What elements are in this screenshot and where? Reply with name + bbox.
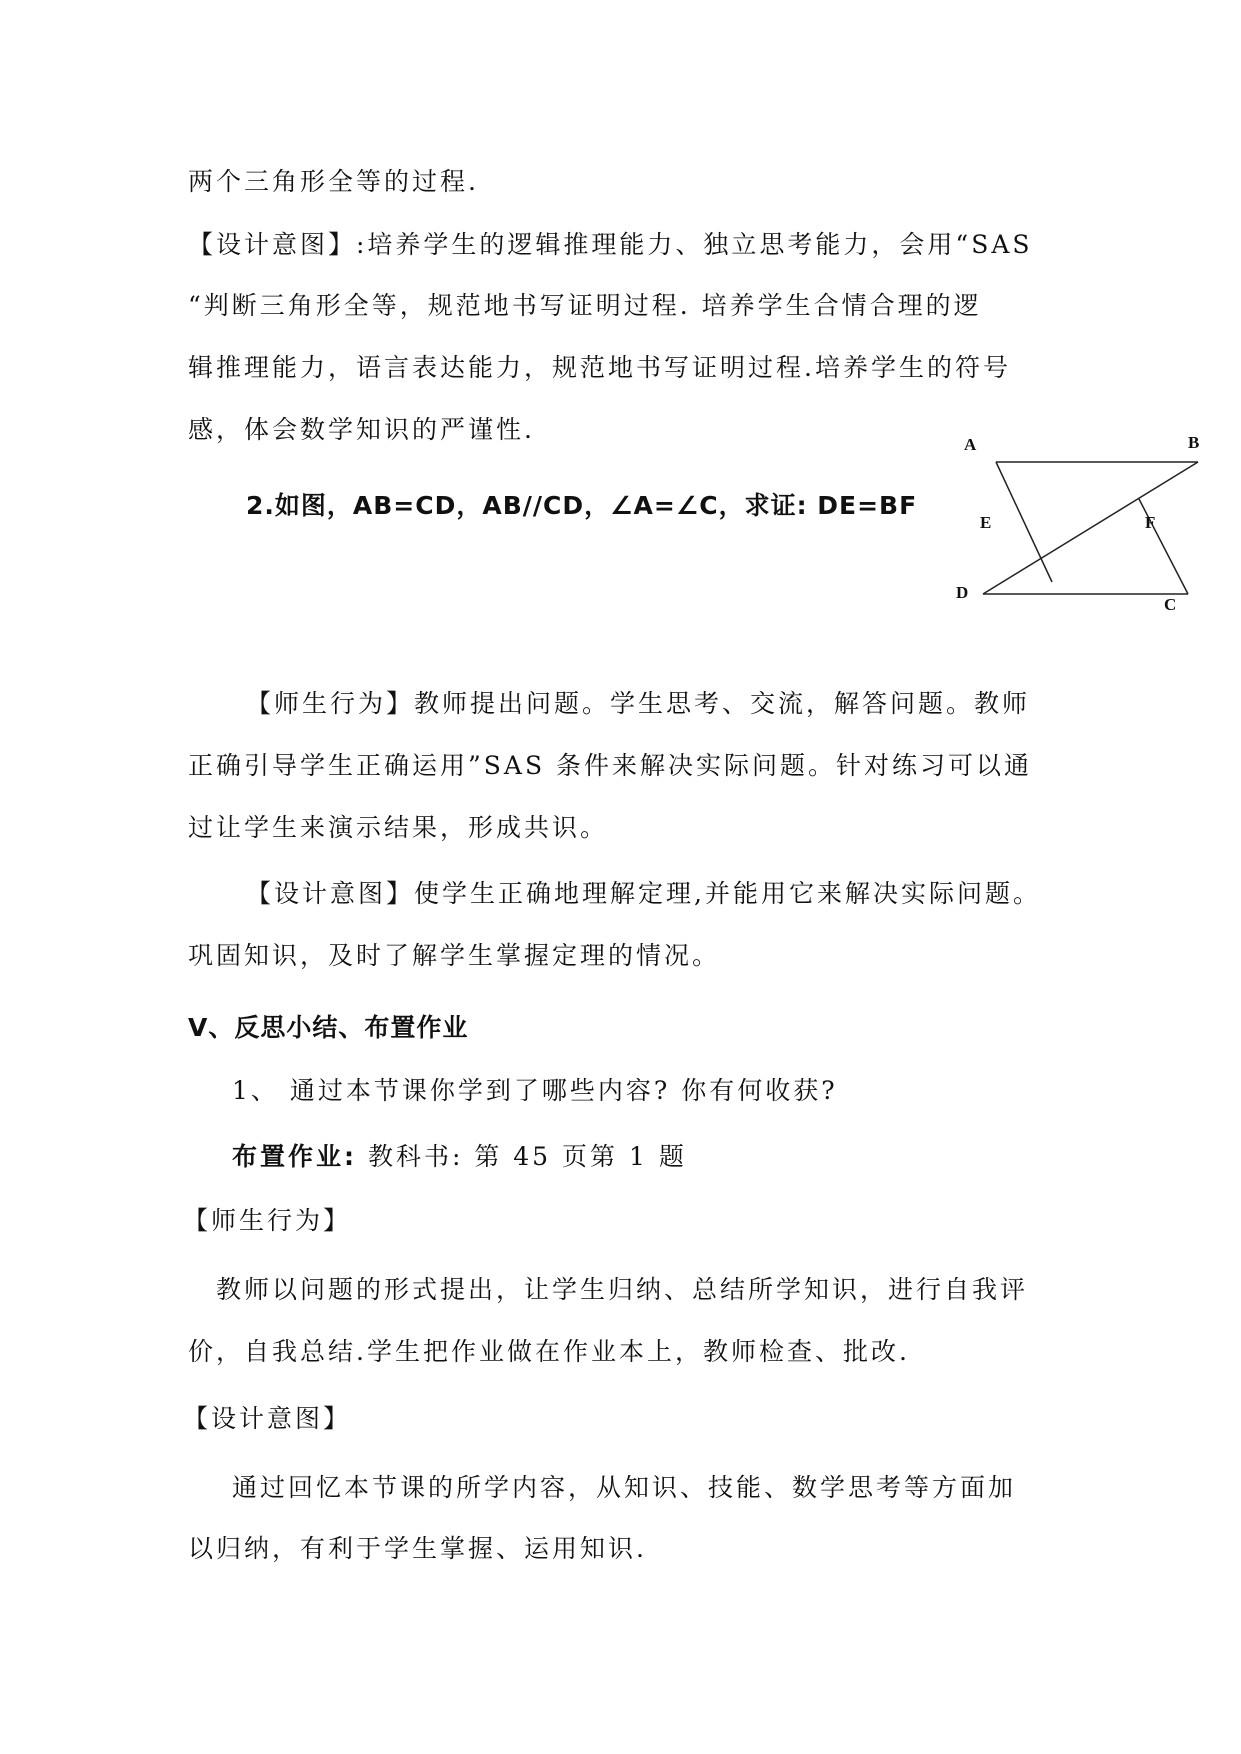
label-e: E [980,513,992,532]
label-d: D [956,583,969,602]
text-line: 辑推理能力，语言表达能力，规范地书写证明过程.培养学生的符号 [188,353,1011,382]
text-line: 以归纳，有利于学生掌握、运用知识. [188,1534,647,1563]
homework-line [232,1141,687,1173]
design-intent-line: 【设计意图】:培养学生的逻辑推理能力、独立思考能力，会用“SAS [188,230,1033,259]
text-line: 过让学生来演示结果，形成共识。 [188,813,609,842]
text-line: “判断三角形全等，规范地书写证明过程. 培养学生合情合理的逻 [188,291,982,320]
question-1: 1、 通过本节课你学到了哪些内容? 你有何收获? [232,1076,838,1105]
teacher-student-heading: 【师生行为】 [183,1206,352,1235]
label-a: A [964,435,977,454]
segment-db [983,462,1198,594]
section-heading-v: V、反思小结、布置作业 [188,1013,469,1042]
text-line: 两个三角形全等的过程. [188,167,479,196]
problem-2: 2.如图，AB=CD，AB//CD，∠A=∠C，求证: DE=BF [246,491,918,520]
text-line: 感，体会数学知识的严谨性. [188,415,535,444]
text-line: 教师以问题的形式提出，让学生归纳、总结所学知识，进行自我评 [216,1275,1029,1304]
text-line: 正确引导学生正确运用”SAS 条件来解决实际问题。针对练习可以通 [188,751,1033,780]
teacher-student-line: 【师生行为】教师提出问题。学生思考、交流，解答问题。教师 [246,689,1031,718]
label-f: F [1145,513,1156,532]
homework-label: 布置作业: [232,1142,357,1171]
figure-lines [983,462,1198,594]
text-line: 价，自我总结.学生把作业做在作业本上，教师检查、批改. [188,1337,910,1366]
homework-text: 教科书: 第 45 页第 1 题 [357,1142,687,1171]
segment-ae [996,462,1052,582]
geometry-figure [948,428,1220,618]
label-c: C [1164,595,1177,614]
text-line: 通过回忆本节课的所学内容，从知识、技能、数学思考等方面加 [232,1473,1017,1502]
design-intent-line: 【设计意图】使学生正确地理解定理,并能用它来解决实际问题。 [246,879,1041,908]
design-intent-heading: 【设计意图】 [183,1404,352,1433]
label-b: B [1188,433,1200,452]
text-line: 巩固知识，及时了解学生掌握定理的情况。 [188,941,721,970]
